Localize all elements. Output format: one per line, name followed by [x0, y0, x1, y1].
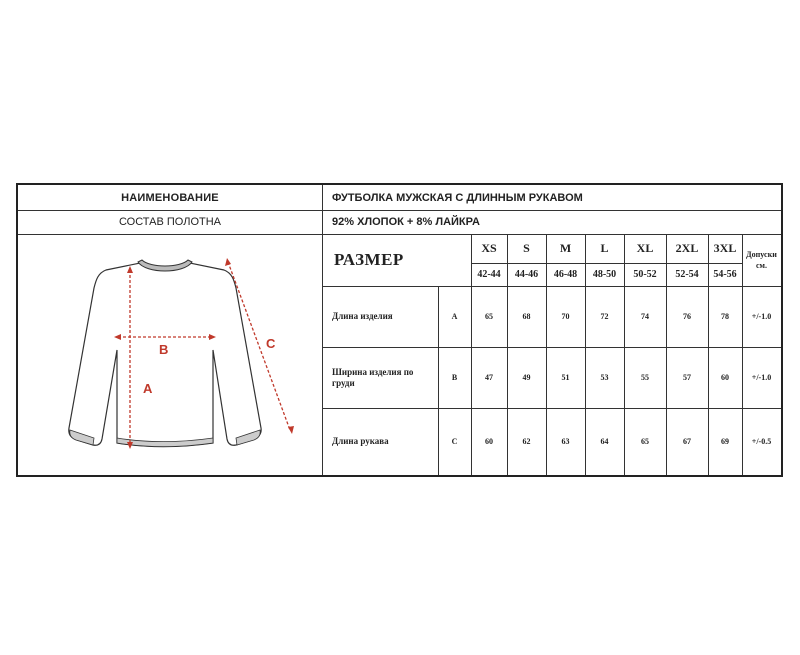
- measurement-value: 69: [721, 437, 729, 446]
- size-range-3xl: 54-56: [713, 269, 737, 280]
- measurement-value: 63: [561, 437, 570, 446]
- size-range-xs: 42-44: [477, 269, 501, 280]
- size-range-m: 46-48: [553, 269, 578, 280]
- measurement-name: Длина изделия: [332, 311, 393, 321]
- measurement-value: 65: [641, 437, 649, 446]
- label-b: B: [159, 342, 169, 357]
- measurement-value: 68: [522, 312, 531, 321]
- measurement-name: Ширина изделия по груди: [332, 366, 414, 388]
- measurement-value: 53: [600, 373, 609, 382]
- tolerance-value: +/-1.0: [751, 312, 772, 321]
- measurement-value: 51: [561, 373, 570, 382]
- measurement-value: 72: [600, 312, 609, 321]
- label-a: A: [143, 381, 153, 396]
- measurement-letter: B: [451, 373, 458, 382]
- size-range-2xl: 52-54: [675, 269, 699, 280]
- tolerance-value: +/-0.5: [751, 437, 772, 446]
- measurement-value: 74: [641, 312, 649, 321]
- size-range-l: 48-50: [592, 269, 617, 280]
- tolerance-value: +/-1.0: [751, 373, 772, 382]
- name-label: НАИМЕНОВАНИЕ: [121, 191, 219, 204]
- size-name-m: M: [559, 241, 572, 255]
- size-name-l: L: [600, 241, 609, 255]
- measurement-value: 76: [683, 312, 691, 321]
- measurement-value: 60: [485, 437, 493, 446]
- measurement-value: 70: [561, 312, 570, 321]
- measurement-value: 64: [600, 437, 609, 446]
- measurement-value: 57: [683, 373, 691, 382]
- size-name-3xl: 3XL: [713, 241, 737, 255]
- composition-value: 92% ХЛОПОК + 8% ЛАЙКРА: [332, 216, 480, 228]
- measurement-value: 49: [522, 373, 531, 382]
- measurement-letter: A: [451, 312, 458, 321]
- measurement-letter: C: [451, 437, 458, 446]
- size-range-xl: 50-52: [633, 269, 657, 280]
- size-chart-sheet: [16, 183, 783, 477]
- measurement-value: 78: [721, 312, 729, 321]
- measurement-value: 47: [485, 373, 493, 382]
- size-title: РАЗМЕР: [334, 250, 404, 269]
- label-c: C: [266, 336, 276, 351]
- measurement-value: 67: [683, 437, 691, 446]
- measurement-value: 55: [641, 373, 649, 382]
- size-name-xs: XS: [481, 241, 497, 255]
- size-range-s: 44-46: [514, 269, 539, 280]
- measurement-value: 65: [485, 312, 493, 321]
- tshirt-diagram: [28, 240, 318, 465]
- composition-label: СОСТАВ ПОЛОТНА: [118, 216, 222, 228]
- size-name-xl: XL: [636, 241, 654, 255]
- measurement-value: 62: [522, 437, 531, 446]
- measurement-value: 60: [721, 373, 729, 382]
- measurement-name: Длина рукава: [332, 436, 389, 446]
- name-value: ФУТБОЛКА МУЖСКАЯ С ДЛИННЫМ РУКАВОМ: [332, 191, 583, 204]
- size-name-s: S: [523, 241, 530, 255]
- tolerance-header: Допуски см.: [746, 250, 777, 270]
- size-name-2xl: 2XL: [675, 241, 699, 255]
